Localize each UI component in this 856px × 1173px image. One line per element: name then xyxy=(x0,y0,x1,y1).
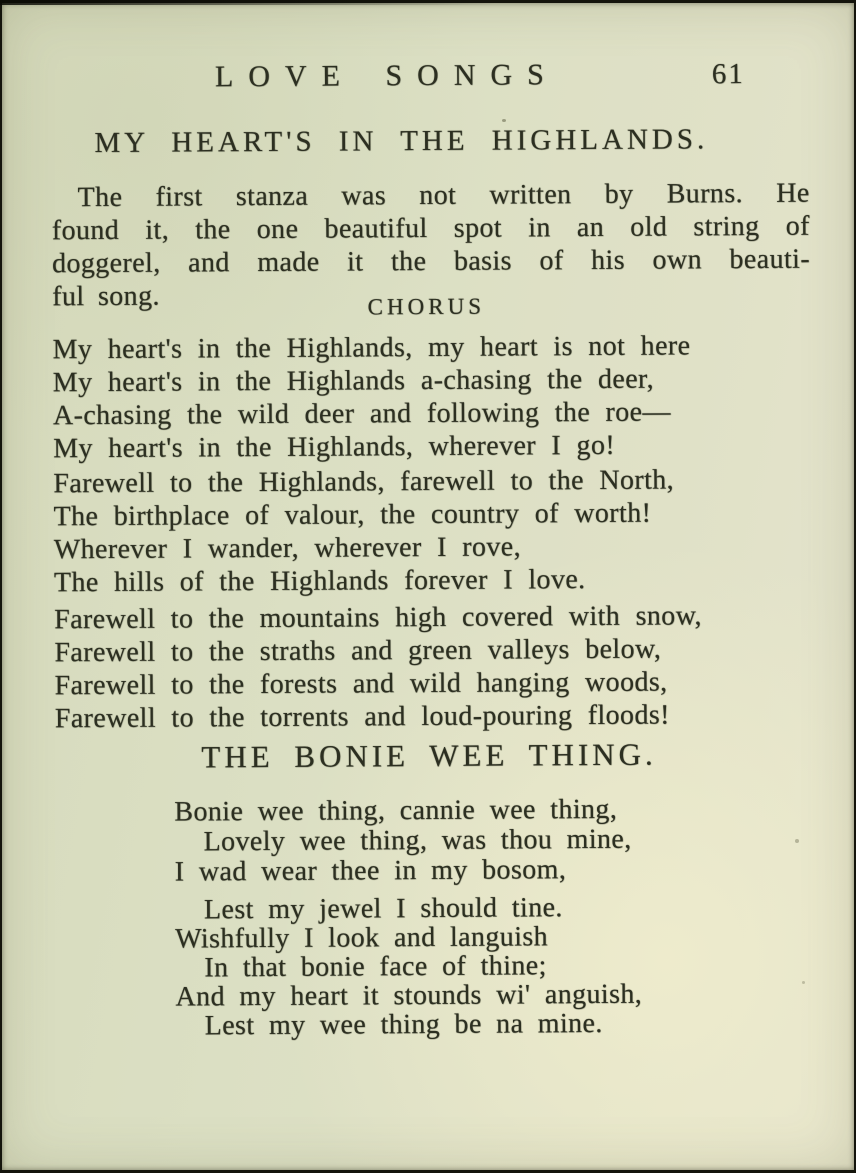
poem-line: Lovely wee thing, was thou mine, xyxy=(203,823,632,858)
paper-speck xyxy=(502,119,506,122)
poem-line: And my heart it stounds wi' anguish, xyxy=(175,978,643,1013)
poem-line: The birthplace of valour, the country of worth! xyxy=(53,497,652,533)
chorus-stanza xyxy=(52,329,691,465)
poem-line: My heart's in the Highlands a-chasing the deer, xyxy=(52,363,655,399)
poem-line: My heart's in the Highlands, my heart is not here xyxy=(52,330,691,366)
chorus-label: CHORUS xyxy=(367,293,486,320)
bonie-stanza-2 xyxy=(175,893,643,1041)
intro-line: The first stanza was not written by Burns. He xyxy=(77,177,810,214)
poem-title-highlands: MY HEART'S IN THE HIGHLANDS. xyxy=(94,123,709,160)
highlands-stanza-2 xyxy=(53,463,674,599)
paper-speck xyxy=(795,839,799,843)
poem-line: Farewell to the forests and wild hanging woods, xyxy=(54,666,668,702)
poem-line: Wishfully I look and languish xyxy=(175,921,549,955)
bonie-stanza-1 xyxy=(174,795,632,888)
poem-line: In that bonie face of thine; xyxy=(204,950,547,984)
poem-line: Farewell to the mountains high covered with snow, xyxy=(54,600,702,636)
poem-title-bonie: THE BONIE WEE THING. xyxy=(201,736,657,775)
book-page xyxy=(2,3,854,1170)
poem-line: Farewell to the straths and green valleys below, xyxy=(54,633,662,669)
highlands-stanza-3 xyxy=(54,599,702,735)
paper-speck xyxy=(802,981,805,984)
intro-line: found it, the one beautiful spot in an old string of xyxy=(51,210,810,247)
poem-line: A-chasing the wild deer and following the roe— xyxy=(52,396,671,432)
poem-line: The hills of the Highlands forever I love. xyxy=(53,564,586,599)
intro-line: doggerel, and made it the basis of his own beauti- xyxy=(51,243,811,280)
page-number: 61 xyxy=(711,58,745,91)
poem-line: Farewell to the torrents and loud-pouring floods! xyxy=(54,699,670,735)
poem-line: I wad wear thee in my bosom, xyxy=(174,854,567,888)
poem-line: My heart's in the Highlands, wherever I go! xyxy=(53,429,616,465)
poem-line: Farewell to the Highlands, farewell to the North, xyxy=(53,464,675,500)
poem-line: Lest my wee thing be na mine. xyxy=(204,1007,603,1042)
poem-line: Wherever I wander, wherever I rove, xyxy=(53,531,522,566)
poem-line: Bonie wee thing, cannie wee thing, xyxy=(174,793,618,828)
running-head: LOVE SONGS xyxy=(214,58,559,94)
poem-line: Lest my jewel I should tine. xyxy=(203,892,563,926)
intro-line: ful song. xyxy=(52,280,160,313)
scan-edge-shadow xyxy=(0,0,496,5)
